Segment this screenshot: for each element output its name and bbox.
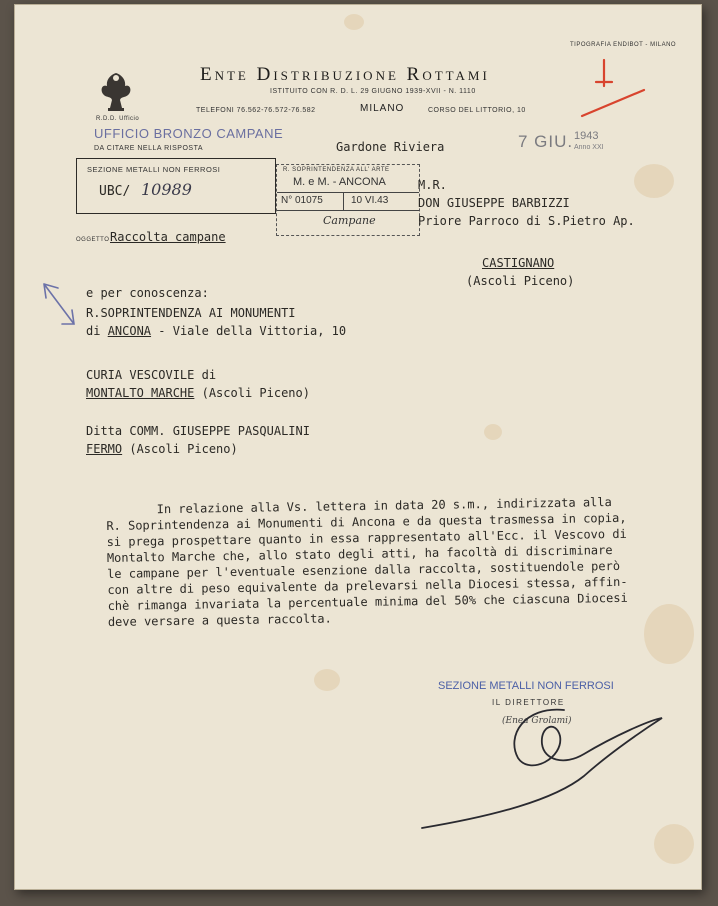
received-stamp-line1: R. SOPRINTENDENZA ALL' ARTE <box>283 167 390 173</box>
eagle-emblem-icon <box>98 70 134 114</box>
cc-item-3-line2: FERMO (Ascoli Piceno) <box>86 442 238 456</box>
pencil-arrow-icon <box>40 280 80 330</box>
place: Gardone Riviera <box>336 140 445 154</box>
cc-item-3-line1: Ditta COMM. GIUSEPPE PASQUALINI <box>86 424 310 438</box>
letterhead-city: MILANO <box>360 103 405 114</box>
received-stamp-line2: M. e M. - ANCONA <box>293 176 386 188</box>
office-stamp: UFFICIO BRONZO CAMPANE <box>94 126 284 141</box>
letter-page <box>14 4 702 890</box>
body-line: Montalto Marche che, allo stato degli atti, ha facoltà di discriminare <box>106 543 613 565</box>
letterhead-title: Ente Distribuzione Rottami <box>200 64 490 85</box>
cc-item-2-line1: CURIA VESCOVILE di <box>86 368 217 382</box>
date-stamp-era: Anno XXI <box>574 144 604 151</box>
received-stamp-prot: N° 01075 <box>281 195 323 206</box>
recipient-line4: CASTIGNANO <box>482 256 555 270</box>
date-stamp-year: 1943 <box>574 130 599 142</box>
signature-role: IL DIRETTORE <box>492 698 565 707</box>
body-line: R. Soprintendenza ai Monumenti di Ancona e da questa trasmessa in copia, <box>106 510 627 533</box>
cc-item-1-line1: R.SOPRINTENDENZA AI MONUMENTI <box>86 306 296 320</box>
subject-label: OGGETTO <box>76 237 110 243</box>
cite-note: DA CITARE NELLA RISPOSTA <box>94 145 203 152</box>
letterhead-subtitle: ISTITUITO CON R. D. L. 29 GIUGNO 1939-XVII - N. 1110 <box>270 88 476 95</box>
recipient-line1: M.R. <box>418 178 447 192</box>
body-line: con altre di peso equivalente da prelevarsi nella Diocesi stessa, affin- <box>107 574 628 597</box>
body-line: chè rimanga invariata la percentuale minima del 50% che ciascuna Diocesi <box>107 590 628 613</box>
subject-text: Raccolta campane <box>110 230 226 244</box>
cc-intro: e per conoscenza: <box>86 286 209 300</box>
handwritten-signature-icon <box>414 696 674 836</box>
reference-section: SEZIONE METALLI NON FERROSI <box>87 165 221 174</box>
received-stamp <box>276 164 420 236</box>
letterhead-address: CORSO DEL LITTORIO, 10 <box>428 107 526 114</box>
signature-name: (Enea Grolami) <box>502 716 572 726</box>
reference-number: 10989 <box>141 180 192 199</box>
received-stamp-date: 10 VI.43 <box>351 195 389 206</box>
body-line: deve versare a questa raccolta. <box>107 611 332 629</box>
reference-box <box>76 158 276 214</box>
recipient-line5: (Ascoli Piceno) <box>466 274 575 288</box>
body-line: In relazione alla Vs. lettera in data 20 s.m., indirizzata alla <box>106 495 612 517</box>
cc-item-1-line2: di ANCONA - Viale della Vittoria, 10 <box>86 324 347 338</box>
signature-section: SEZIONE METALLI NON FERROSI <box>438 680 614 692</box>
received-stamp-category: Campane <box>323 214 376 227</box>
body-line: le campane per l'eventuale esenzione dalla raccolta, sostituendole però <box>107 558 621 581</box>
letter-body <box>106 494 628 630</box>
recipient-line2: DON GIUSEPPE BARBIZZI <box>418 196 570 210</box>
body-line: si prega prospettare quanto in essa rappresentato all'Ecc. il Vescovo di <box>106 526 627 549</box>
cc-item-2-line2: MONTALTO MARCHE (Ascoli Piceno) <box>86 386 310 400</box>
red-pencil-mark-icon <box>574 56 650 120</box>
date-stamp-day: 7 GIU. <box>518 132 574 151</box>
office-line-small: R.D.D. Ufficio <box>96 116 140 122</box>
printer-mark: TIPOGRAFIA ENDIBOT - MILANO <box>570 42 677 48</box>
reference-prefix: UBC/ <box>99 184 131 199</box>
letterhead-phones: TELEFONI 76.562-76.572-76.582 <box>196 107 316 114</box>
recipient-line3: Priore Parroco di S.Pietro Ap. <box>418 214 635 228</box>
